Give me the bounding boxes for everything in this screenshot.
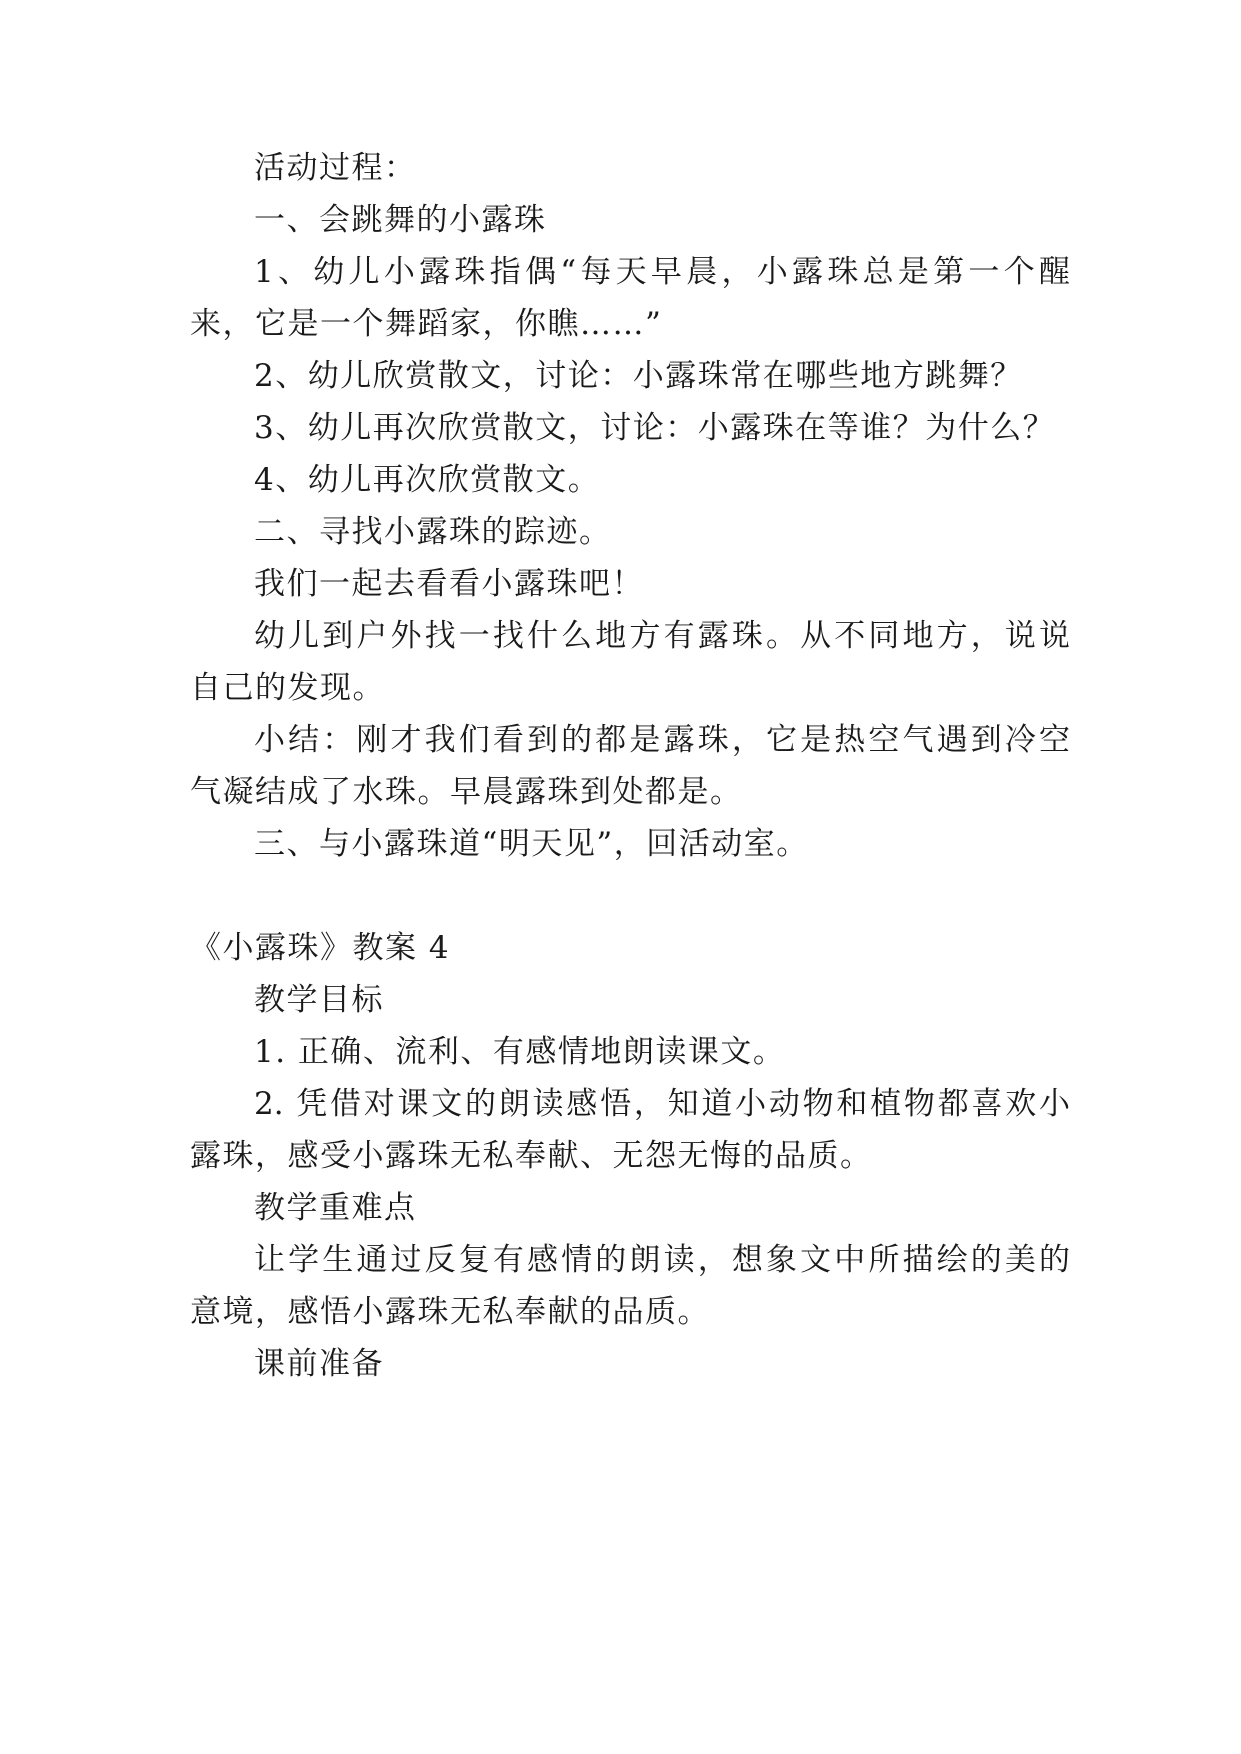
- part2-paragraph2-line2: 自己的发现。: [190, 670, 385, 706]
- item3: 3、幼儿再次欣赏散文，讨论：小露珠在等谁？为什么？: [254, 410, 1056, 446]
- part2-paragraph1: 我们一起去看看小露珠吧！: [254, 566, 644, 602]
- activity-process-heading: 活动过程：: [254, 150, 417, 186]
- preparation-heading: 课前准备: [254, 1346, 384, 1382]
- key-difficulties-line2: 意境，感悟小露珠无私奉献的品质。: [190, 1294, 710, 1330]
- goal1: 1. 正确、流利、有感情地朗读课文。: [254, 1034, 786, 1070]
- lesson-plan-title: 《小露珠》教案 4: [190, 930, 451, 966]
- goal2-line2: 露珠，感受小露珠无私奉献、无怨无悔的品质。: [190, 1138, 873, 1174]
- part2-title: 二、寻找小露珠的踪迹。: [254, 514, 612, 550]
- item4: 4、幼儿再次欣赏散文。: [254, 462, 601, 498]
- item1-line2: 来，它是一个舞蹈家，你瞧……”: [190, 306, 663, 342]
- teaching-goals-heading: 教学目标: [254, 982, 384, 1018]
- item2: 2、幼儿欣赏散文，讨论：小露珠常在哪些地方跳舞？: [254, 358, 1023, 394]
- item1-line1: 1、幼儿小露珠指偶“每天早晨，小露珠总是第一个醒: [254, 254, 1070, 290]
- key-difficulties-heading: 教学重难点: [254, 1190, 417, 1226]
- goal2-line1: 2. 凭借对课文的朗读感悟，知道小动物和植物都喜欢小: [254, 1086, 1070, 1122]
- part3-title: 三、与小露珠道“明天见”，回活动室。: [254, 826, 809, 862]
- summary-line2: 气凝结成了水珠。早晨露珠到处都是。: [190, 774, 743, 810]
- part2-paragraph2-line1: 幼儿到户外找一找什么地方有露珠。从不同地方，说说: [254, 618, 1070, 654]
- summary-line1: 小结：刚才我们看到的都是露珠，它是热空气遇到冷空: [254, 722, 1070, 758]
- key-difficulties-line1: 让学生通过反复有感情的朗读，想象文中所描绘的美的: [254, 1242, 1070, 1278]
- part1-title: 一、会跳舞的小露珠: [254, 202, 547, 238]
